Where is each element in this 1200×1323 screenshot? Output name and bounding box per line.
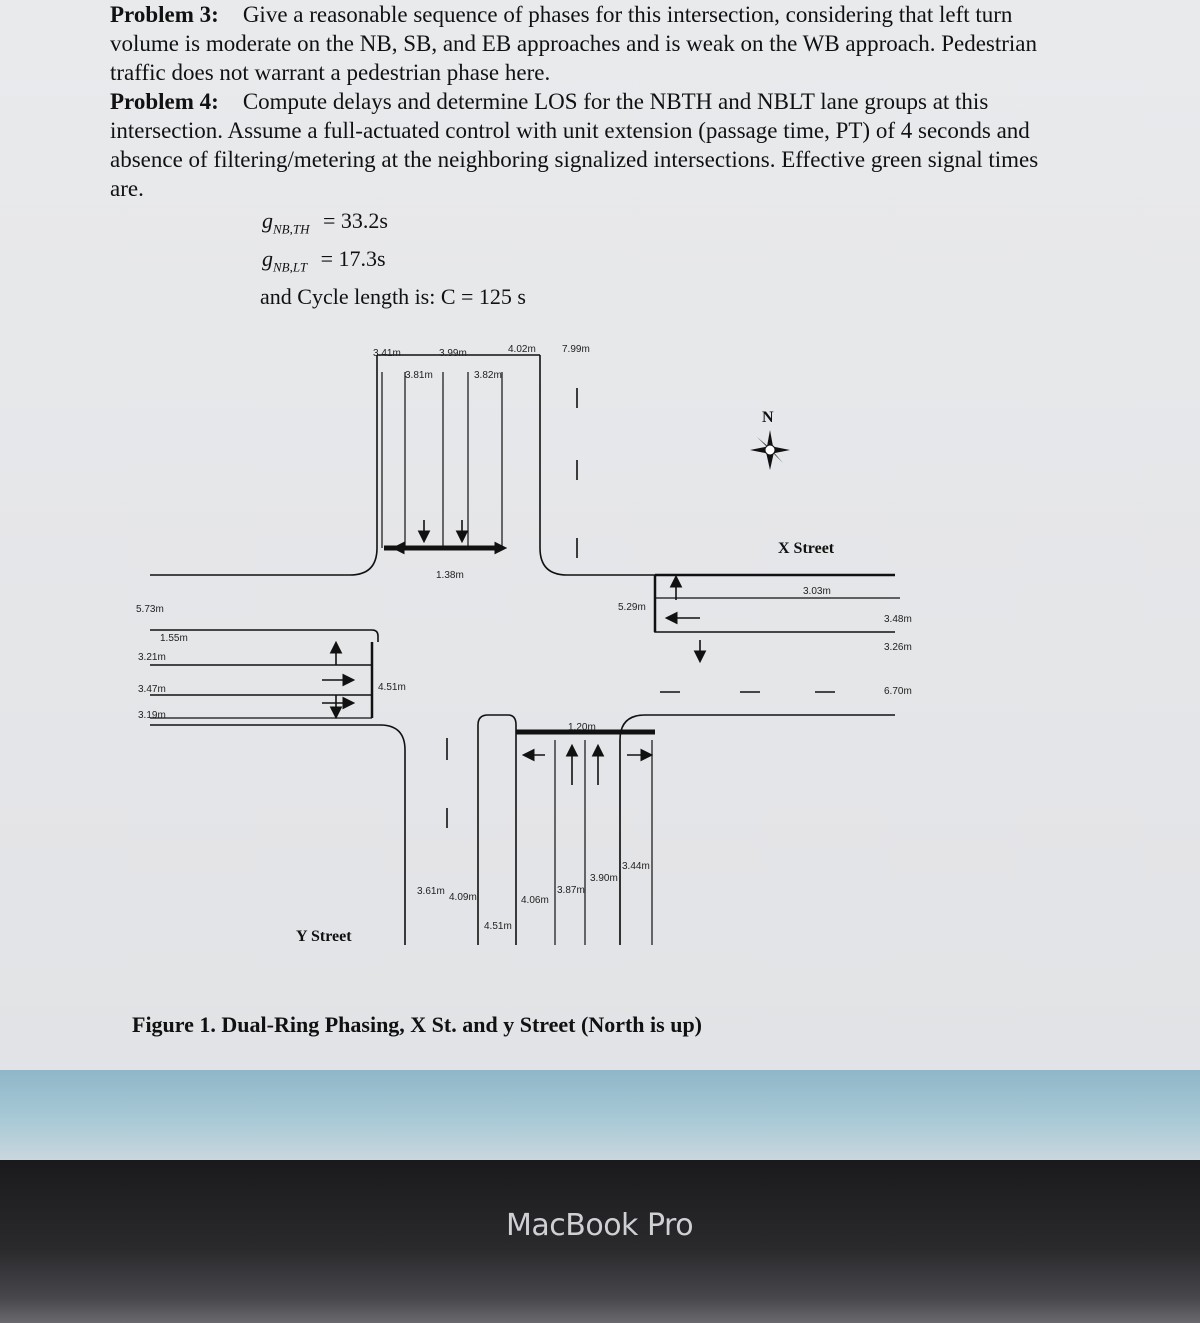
dim-label: 1.20m xyxy=(568,722,596,733)
dim-label: 3.21m xyxy=(138,652,166,663)
dim-label: 3.03m xyxy=(803,586,831,597)
x-street-label: X Street xyxy=(778,540,835,557)
problem-4-text: Compute delays and determine LOS for the NBTH and NBLT lane groups at this intersection. Assume a full-actuated control with unit extension (passage time, PT) of 4 seconds and absence of filtering/metering at the neighboring signalized intersections. Effective green signal times are. xyxy=(110,89,1039,201)
dim-label: 5.73m xyxy=(136,604,164,615)
dim-label: 1.55m xyxy=(160,633,188,644)
dim-label: 3.81m xyxy=(405,370,433,381)
dim-label: 4.06m xyxy=(521,895,549,906)
problem-3-label: Problem 3: xyxy=(110,2,219,27)
dim-label: 3.41m xyxy=(373,348,401,359)
problem-3 xyxy=(110,0,1070,87)
dim-label: 3.26m xyxy=(884,642,912,653)
north-arrow-icon xyxy=(750,430,790,470)
problem-4 xyxy=(110,87,1070,203)
formula-g-nb-th: $g_{NB,TH} = 33.2s$ xyxy=(262,208,388,237)
dim-label: 3.48m xyxy=(884,614,912,625)
problem-4-label: Problem 4: xyxy=(110,89,219,114)
dim-label: 1.38m xyxy=(436,570,464,581)
east-approach xyxy=(655,575,900,715)
dim-label: 3.99m xyxy=(439,348,467,359)
dim-label: 3.47m xyxy=(138,684,166,695)
wb-arrows xyxy=(668,578,700,660)
dim-label: 3.82m xyxy=(474,370,502,381)
intersection-diagram xyxy=(0,320,1200,980)
dim-label: 3.90m xyxy=(590,873,618,884)
macbook-brand-label: MacBook Pro xyxy=(506,1208,694,1243)
dim-label: 3.19m xyxy=(138,710,166,721)
formula-cycle-length: and Cycle length is: C = 125 s xyxy=(260,284,526,309)
dim-label: 4.02m xyxy=(508,344,536,355)
eb-arrows xyxy=(322,644,352,716)
nb-arrows xyxy=(525,747,650,785)
figure-caption: Figure 1. Dual-Ring Phasing, X St. and y Street (North is up) xyxy=(132,1012,703,1037)
dim-label: 3.44m xyxy=(622,861,650,872)
north-label: N xyxy=(762,409,774,426)
problem-text xyxy=(110,0,1070,203)
dim-label: 4.51m xyxy=(378,682,406,693)
problem-3-text: Give a reasonable sequence of phases for this intersection, considering that left turn volume is moderate on the NB, SB, and EB approaches and is weak on the WB approach. Pedestrian traffic does not warrant a pedestrian phase here. xyxy=(110,2,1038,85)
sb-arrows xyxy=(395,520,504,548)
y-street-label: Y Street xyxy=(296,928,352,945)
south-approach xyxy=(478,715,655,945)
dim-label: 4.51m xyxy=(484,921,512,932)
dim-label: 6.70m xyxy=(884,686,912,697)
formula-g-nb-lt: $g_{NB,LT} = 17.3s$ xyxy=(262,246,386,275)
north-approach xyxy=(150,355,665,575)
desk-background xyxy=(0,1070,1200,1160)
dim-label: 3.87m xyxy=(557,885,585,896)
dim-label: 7.99m xyxy=(562,344,590,355)
west-approach xyxy=(150,630,405,945)
dim-label: 5.29m xyxy=(618,602,646,613)
dim-label: 4.09m xyxy=(449,892,477,903)
dim-label: 3.61m xyxy=(417,886,445,897)
